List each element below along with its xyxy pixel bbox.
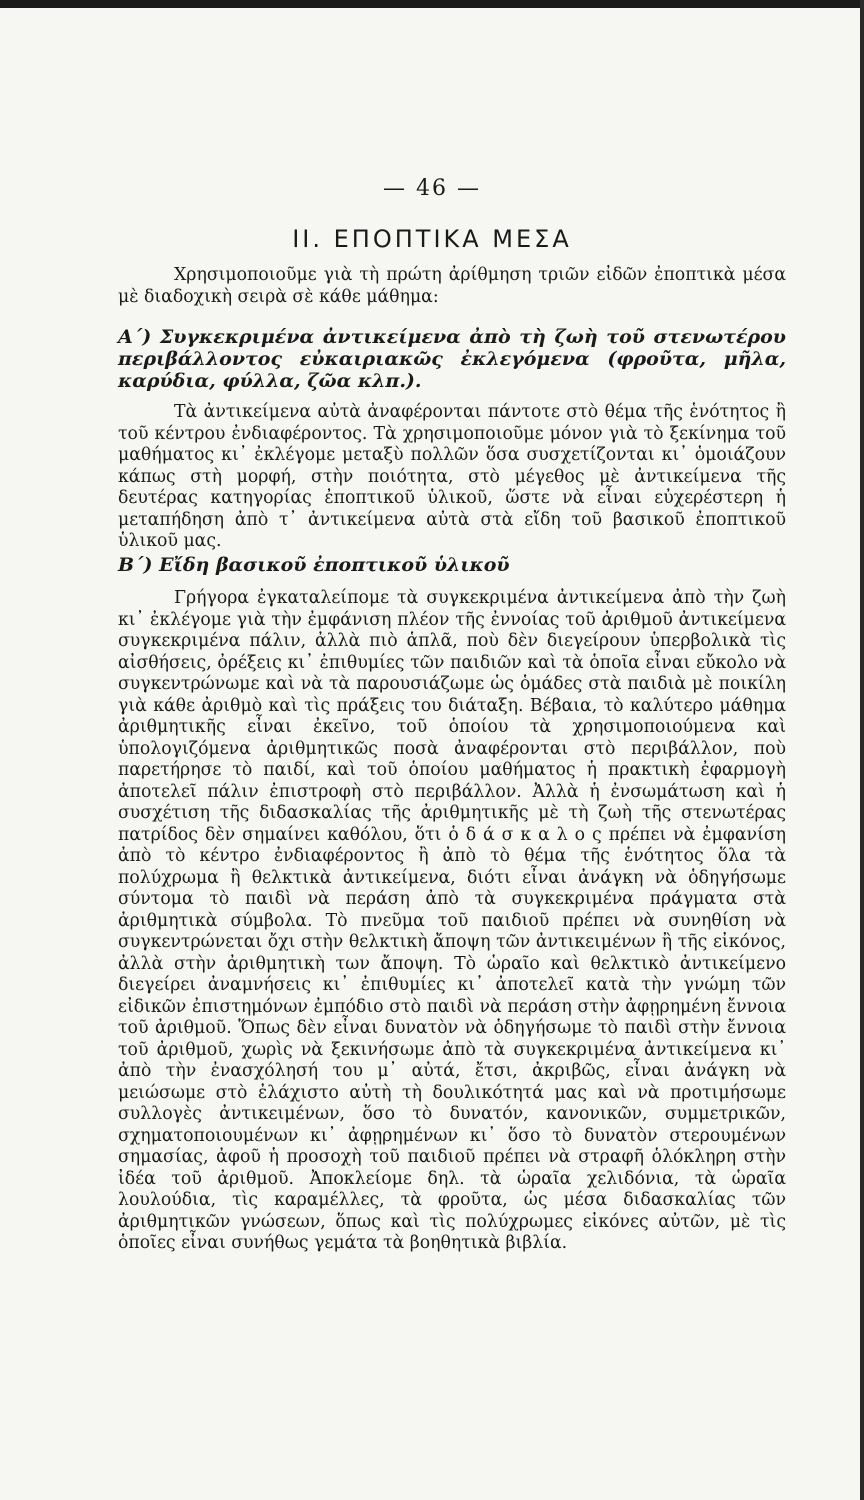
- page-number: — 46 —: [383, 176, 481, 201]
- section-title: ΙΙ. ΕΠΟΠΤΙΚΑ ΜΕΣΑ: [292, 225, 572, 253]
- section-a-heading: Α΄) Συγκεκριμένα ἀντικείμενα ἀπὸ τὴ ζωὴ τοῦ στενωτέρου περιβάλλοντος εὐκαιριακῶς ἐκλεγόμενα (φροῦτα, μῆλα, καρύδια, φύλλα, ζῶα κλπ.).: [118, 326, 786, 392]
- section-b-heading: Β΄) Εἴδη βασικοῦ ἐποπτικοῦ ὑλικοῦ: [118, 554, 510, 576]
- section-b-paragraph: Γρήγορα ἐγκαταλείπομε τὰ συγκεκριμένα ἀντικείμενα ἀπὸ τὴν ζωὴ κι᾿ ἐκλέγομε γιὰ τὴν ἐμφάνιση πλέον τῆς ἐννοίας τοῦ ἀριθμοῦ ἀντικείμενα συγκεκριμένα πάλιν, ἀλλὰ πιὸ ἁπλᾶ, ποὺ δὲν διεγείρουν ὑπερβολικὰ τὶς αἰσθήσεις, ὀρέξεις κι᾿ ἐπιθυμίες τῶν παιδιῶν καὶ τὰ ὁποῖα εἶναι εὔκολο νὰ συγκεντρώνωμε καὶ νὰ τὰ παρουσιάζωμε ὡς ὁμάδες στὰ παιδιὰ μὲ ποικίλη γιὰ κάθε ἀριθμὸ καὶ τὶς πράξεις του διάταξη. Βέβαια, τὸ καλύτερο μάθημα ἀριθμητικῆς εἶναι ἐκεῖνο, τοῦ ὁποίου τὰ χρησιμοποιούμενα καὶ ὑπολογιζόμενα ἀριθμητικῶς ποσὰ ἀναφέρονται στὸ περιβάλλον, ποὺ παρετήρησε τὸ παιδί, καὶ τοῦ ὁποίου μαθήματος ἡ πρακτικὴ ἐφαρμογὴ ἀποτελεῖ πάλιν ἐπιστροφὴ στὸ περιβάλλον. Ἀλλὰ ἡ ἐνσωμάτωση καὶ ἡ συσχέτιση τῆς διδασκαλίας τῆς ἀριθμητικῆς μὲ τὴ ζωὴ τῆς στενωτέρας πατρίδος δὲν σημαίνει καθόλου, ὅτι ὁ δ ά σ κ α λ ο ς πρέπει νὰ ἐμφανίση ἀπὸ τὸ κέντρο ἐνδιαφέροντος ἢ ἀπὸ τὸ θέμα τῆς ἑνότητος ὅλα τὰ πολύχρωμα ἢ θελκτικὰ ἀντικείμενα, διότι εἶναι ἀνάγκη νὰ ὁδηγήσωμε σύντομα τὸ παιδὶ νὰ περάση ἀπὸ τὰ συγκεκριμένα πράγματα στὰ ἀριθμητικὰ σύμβολα. Τὸ πνεῦμα τοῦ παιδιοῦ πρέπει νὰ συνηθίση νὰ συγκεντρώνεται ὄχι στὴν θελκτικὴ ἄποψη τῶν ἀντικειμένων ἢ τῆς εἰκόνος, ἀλλὰ στὴν ἀριθμητικὴ των ἄποψη. Τὸ ὡραῖο καὶ θελκτικὸ ἀντικείμενο διεγείρει ἀναμνήσεις κι᾿ ἐπιθυμίες κι᾿ ἀποτελεῖ κατὰ τὴν γνώμη τῶν εἰδικῶν ἐπιστημόνων ἐμπόδιο στὸ παιδὶ νὰ περάση στὴν ἀφῃρημένη ἔννοια τοῦ ἀριθμοῦ. Ὅπως δὲν εἶναι δυνατὸν νὰ ὁδηγήσωμε τὸ παιδὶ στὴν ἔννοια τοῦ ἀριθμοῦ, χωρὶς νὰ ξεκινήσωμε ἀπὸ τὰ συγκεκριμένα ἀντικείμενα κι᾿ ἀπὸ τὴν ἐνασχόλησή του μ᾿ αὐτά, ἔτσι, ἀκριβῶς, εἶναι ἀνάγκη νὰ μειώσωμε στὸ ἐλάχιστο αὐτὴ τὴ δουλικότητά μας καὶ νὰ προτιμήσωμε συλλογὲς ἀντικειμένων, ὅσο τὸ δυνατόν, κανονικῶν, συμμετρικῶν, σχηματοποιουμένων κι᾿ ἀφῃρημένων κι᾿ ὅσο τὸ δυνατὸν στερουμένων σημασίας, ἀφοῦ ἡ προσοχὴ τοῦ παιδιοῦ πρέπει νὰ στραφῆ ὁλόκληρη στὴν ἰδέα τοῦ ἀριθμοῦ. Ἀποκλείομε δηλ. τὰ ὡραῖα χελιδόνια, τὰ ὡραῖα λουλούδια, τὶς καραμέλλες, τὰ φροῦτα, ὡς μέσα διδασκαλίας τῶν ἀριθμητικῶν γνώσεων, ὅπως καὶ τὶς πολύχρωμες εἰκόνες αὐτῶν, μὲ τὶς ὁποῖες εἶναι συνήθως γεμάτα τὰ βοηθητικὰ βιβλία.: [118, 588, 786, 1253]
- section-a-paragraph: Τὰ ἀντικείμενα αὐτὰ ἀναφέρονται πάντοτε στὸ θέμα τῆς ἑνότητος ἢ τοῦ κέντρου ἐνδιαφέροντος. Τὰ χρησιμοποιοῦμε μόνον γιὰ τὸ ξεκίνημα τοῦ μαθήματος κι᾿ ἐκλέγομε μεταξὺ πολλῶν ὅσα συσχετίζονται κι᾿ ὁμοιάζουν κάπως στὴ μορφή, στὴν ποιότητα, στὸ μέγεθος μὲ ἀντικείμενα τῆς δευτέρας κατηγορίας ἐποπτικοῦ ὑλικοῦ, ὥστε νὰ εἶναι εὐχερέστερη ἡ μεταπήδηση ἀπὸ τ᾿ ἀντικείμενα αὐτὰ στὰ εἴδη τοῦ βασικοῦ ἐποπτικοῦ ὑλικοῦ μας.: [118, 402, 786, 551]
- scan-edge-right: [860, 0, 864, 1500]
- scan-edge-top: [0, 0, 864, 8]
- intro-paragraph: Χρησιμοποιοῦμε γιὰ τὴ πρώτη ἀρίθμηση τριῶν εἰδῶν ἐποπτικὰ μέσα μὲ διαδοχικὴ σειρὰ σὲ κάθε μάθημα:: [118, 265, 786, 307]
